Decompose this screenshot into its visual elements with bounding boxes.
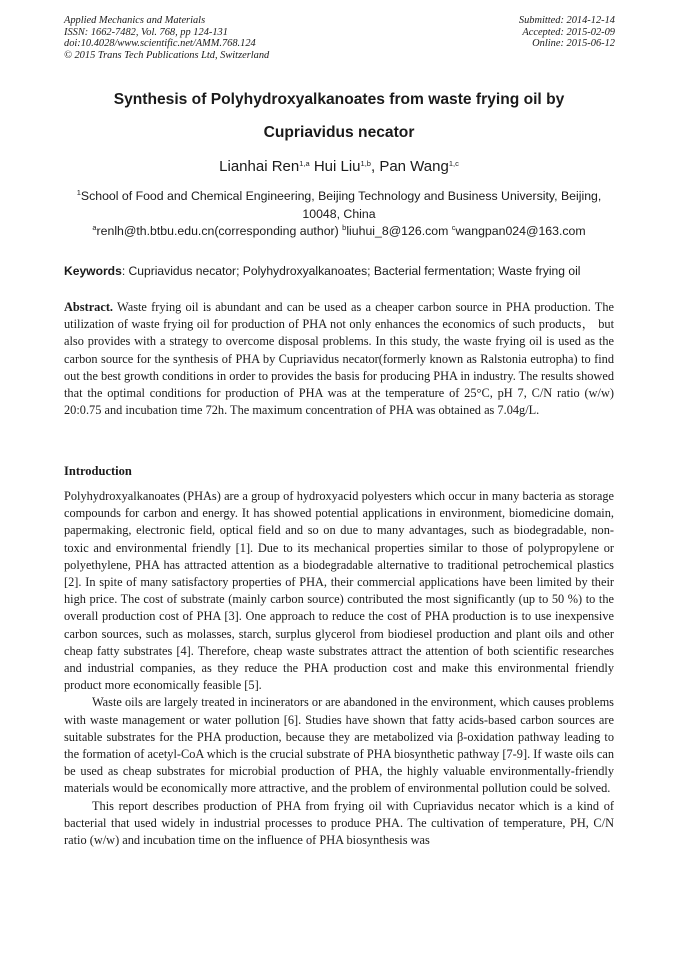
journal-issn: ISSN: 1662-7482, Vol. 768, pp 124-131 xyxy=(64,26,228,38)
submitted-date: Submitted: 2014-12-14 xyxy=(518,15,615,26)
journal-name: Applied Mechanics and Materials xyxy=(64,15,206,26)
keywords xyxy=(64,264,620,278)
accepted-date: Accepted: 2015-02-09 xyxy=(522,26,615,38)
author-affiliation-mark: 1,b xyxy=(360,159,371,168)
abstract-label: Abstract. xyxy=(64,300,114,314)
introduction-heading: Introduction xyxy=(64,464,132,478)
introduction-body xyxy=(64,488,614,849)
author-list: Lianhai Ren$^{1,a}$ Hui Liu$^{1,b}$, Pan Wang$^{1,c}$ xyxy=(219,158,459,175)
author-affiliation-mark: 1,a xyxy=(299,159,310,168)
paper-title-line1: Synthesis of Polyhydroxyalkanoates from waste frying oil by xyxy=(113,91,565,108)
author-name: Lianhai Ren xyxy=(219,158,300,175)
submission-dates xyxy=(519,15,615,50)
journal-copyright: © 2015 Trans Tech Publications Ltd, Switzerland xyxy=(64,49,270,61)
abstract-text: Waste frying oil is abundant and can be used as a cheaper carbon source in PHA production. The utilization of waste frying oil for production of PHA not only enhances the economics of such products， but also provides with a strategy to overcome disposal problems. In this study, the waste frying oil is used as the carbon source for the synthesis of PHA by Cupriavidus necator(formerly known as Ralstonia eutropha) to find out the best growth conditions in order to provides the basis for producing PHA in industry. The results showed that the optimal conditions for production of PHA was at the temperature of 25°C, pH 7, C/N ratio (w/w) 20:0.75 and incubation time 72h. The maximum concentration of PHA was obtained as 7.04g/L. xyxy=(64,300,614,418)
paragraph: This report describes production of PHA from frying oil with Cupriavidus necator which is a kind of bacterial that used widely in industrial processes to produce PHA. The cultivation of temperature, PH, C/N ratio (w/w) and incubation time on the influence of PHA biosynthesis was xyxy=(64,798,614,848)
affiliation-text: School of Food and Chemical Engineering, Beijing Technology and Business University, Beijing, 10048, China xyxy=(80,189,602,221)
author-emails xyxy=(64,223,614,241)
affiliation xyxy=(64,188,614,223)
email-link[interactable]: liuhui_8@126.com xyxy=(346,224,452,238)
author-name: Pan Wang xyxy=(379,158,449,175)
email-mark: b xyxy=(342,223,347,232)
affiliation-mark: 1 xyxy=(76,188,81,197)
email-link[interactable]: wangpan024@163.com xyxy=(455,224,586,238)
paragraph: Polyhydroxyalkanoates (PHAs) are a group of hydroxyacid polyesters which occur in many bacteria as storage compounds for carbon and energy. It has showed potential applications in environment, biomedicine domain, papermaking, electronic field, optical field and so on due to many advantages, such as biodegradable, non-toxic and environmental friendly [1]. Due to its mechanical properties similar to those of polypropylene or polyethylene, PHA has attracted attention as a biodegradable alternative to traditional petrochemical plastics [2]. In spite of many satisfactory properties of PHA, their commercial applications have been limited by their high price. The cost of substrate (mainly carbon source) contributed the most significantly (up to 50 %) to the overall production cost of PHA [3]. One approach to reduce the cost of PHA production is to use inexpensive carbon sources, such as molasses, starch, surplus glycerol from biodiesel production and plant oils and other cheap fatty substrates [4]. Therefore, cheap waste substrates attract the attention of both scientific researches and industrial companies, as they reduce the PHA production cost and make this environmental friendly product more economically feasible [5]. xyxy=(64,489,614,693)
journal-doi: doi:10.4028/www.scientific.net/AMM.768.124 xyxy=(64,38,256,50)
paper-title-line2: Cupriavidus necator xyxy=(263,124,415,141)
online-date: Online: 2015-06-12 xyxy=(532,38,615,50)
email-mark: c xyxy=(451,223,456,232)
keywords-text: : Cupriavidus necator; Polyhydroxyalkanoates; Bacterial fermentation; Waste frying oil xyxy=(121,264,581,278)
abstract xyxy=(64,299,614,419)
author-affiliation-mark: 1,c xyxy=(448,159,459,168)
keywords-label: Keywords xyxy=(64,264,122,278)
author-name: Hui Liu xyxy=(313,158,361,175)
email-mark: a xyxy=(92,223,97,232)
journal-header xyxy=(64,15,269,61)
paragraph: Waste oils are largely treated in incinerators or are abandoned in the environment, which causes problems with waste management or water pollution [6]. Studies have shown that fatty acids-based carbon sources are suitable substrates for the PHA production, because they are metabolized via β-oxidation pathway leading to the formation of acetyl-CoA which is the crucial substrate of PHA biosynthetic pathway [7-9]. If waste oils can be used as cheap substrates for microbial production of PHA, the highly valuable environmentally-friendly materials would be economically more attractive, and the problem of environmental pollution could be solved. xyxy=(64,695,614,796)
email-link[interactable]: renlh@th.btbu.edu.cn(corresponding author) xyxy=(96,224,343,238)
